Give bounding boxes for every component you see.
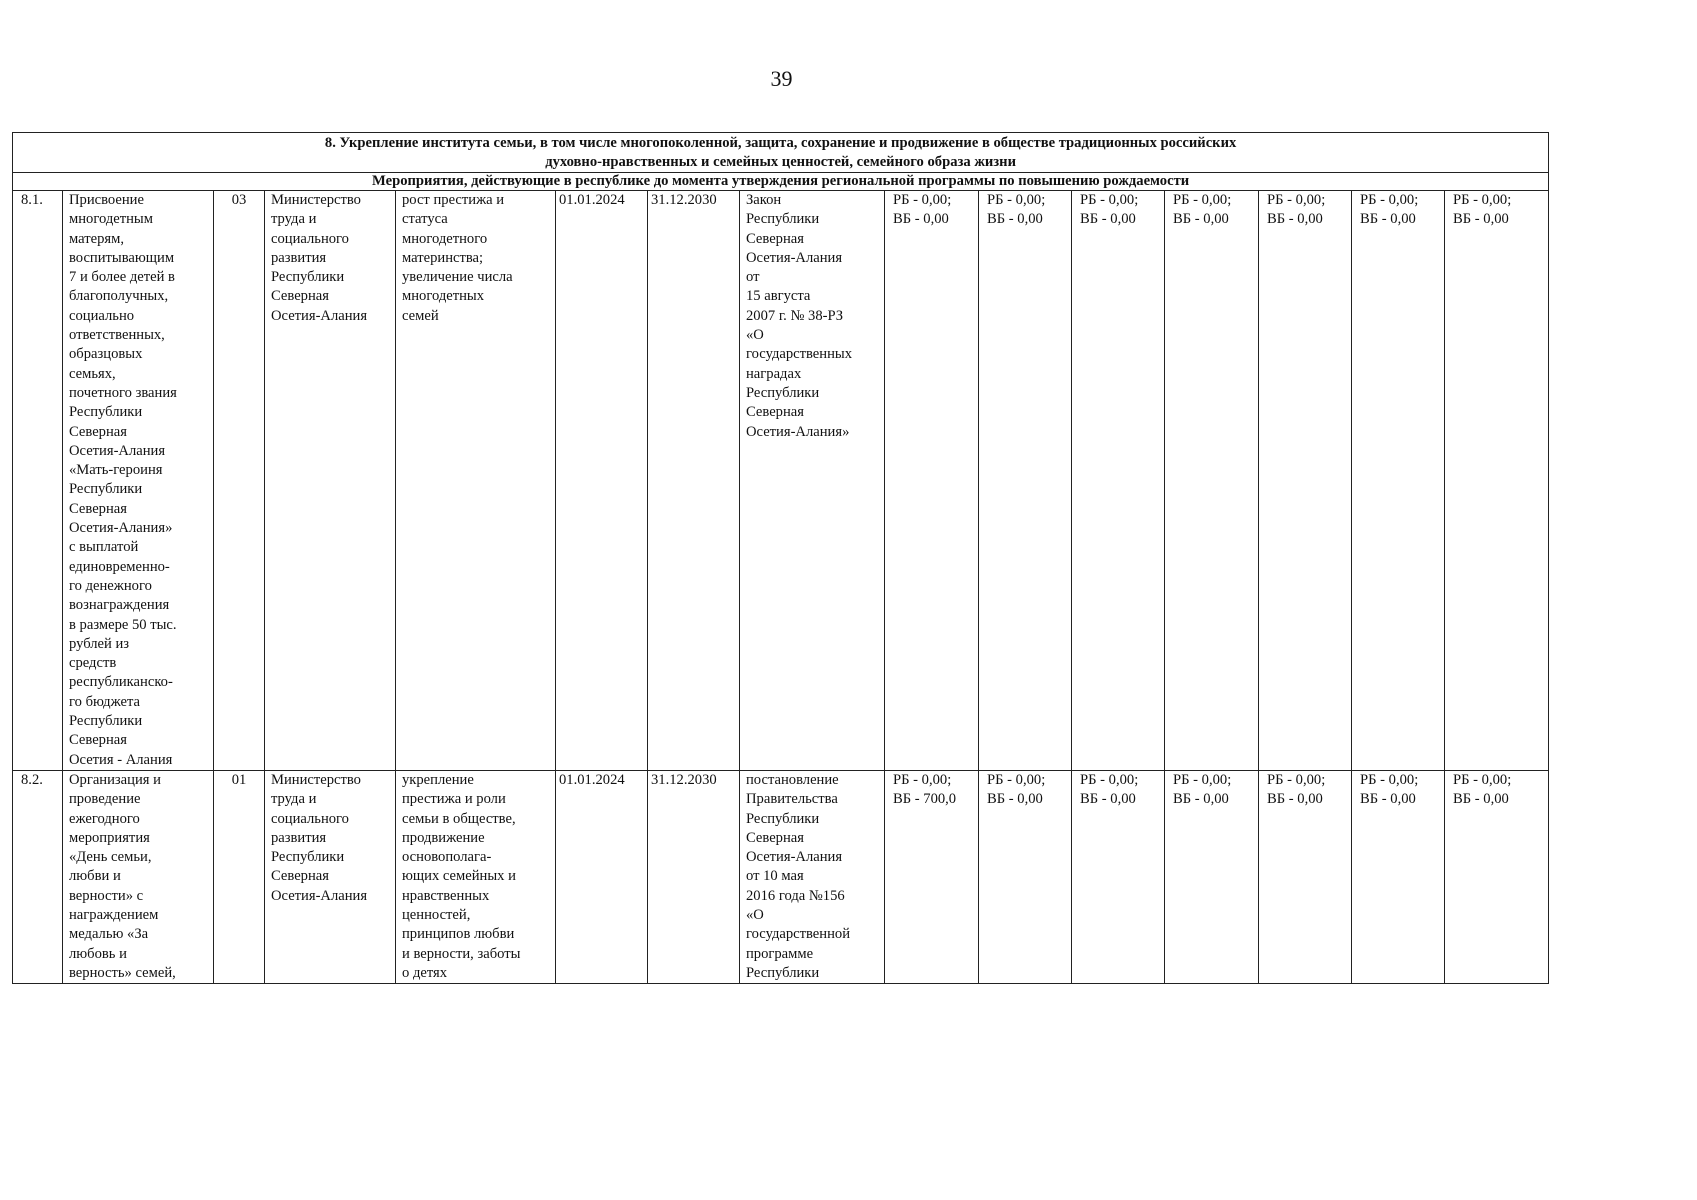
section-subheader: Мероприятия, действующие в республике до момента утверждения региональной программы по повышению рождаемости [13,173,1549,191]
event-code: 03 [214,191,265,771]
funding-cell: РБ - 0,00; ВБ - 0,00 [1352,191,1445,771]
event-code: 01 [214,771,265,984]
start-date: 01.01.2024 [556,191,648,771]
end-date: 31.12.2030 [648,191,740,771]
page-number: 39 [770,66,793,91]
executor: Министерство труда и социального развития Республики Северная Осетия-Алания [265,191,396,771]
expected-result: рост престижа и статуса многодетного материнства; увеличение числа многодетных семей [396,191,556,771]
funding-cell: РБ - 0,00; ВБ - 0,00 [1445,771,1549,984]
table-row [13,191,1549,771]
funding-cell: РБ - 0,00; ВБ - 0,00 [1165,771,1259,984]
funding-cell: РБ - 0,00; ВБ - 0,00 [1072,191,1165,771]
funding-cell: РБ - 0,00; ВБ - 0,00 [979,771,1072,984]
row-number: 8.1. [13,191,63,771]
legal-basis: Закон Республики Северная Осетия-Алания от 15 августа 2007 г. № 38-РЗ «О государственных наградах Республики Северная Осетия-Алания» [740,191,885,771]
table-row [13,771,1549,984]
section-title [13,133,1549,173]
section-title-line1: 8. Укрепление института семьи, в том числе многопоколенной, защита, сохранение и продвижение в обществе традиционных российских [324,135,1237,151]
funding-cell: РБ - 0,00; ВБ - 0,00 [1445,191,1549,771]
end-date: 31.12.2030 [648,771,740,984]
funding-cell: РБ - 0,00; ВБ - 0,00 [1072,771,1165,984]
subheader-row [13,173,1549,191]
measures-table [12,132,1549,984]
row-number: 8.2. [13,771,63,984]
funding-cell: РБ - 0,00; ВБ - 0,00 [1259,771,1352,984]
funding-cell: РБ - 0,00; ВБ - 0,00 [1259,191,1352,771]
legal-basis: постановление Правительства Республики Северная Осетия-Алания от 10 мая 2016 года №156 «О государственной программе Республики [740,771,885,984]
funding-cell: РБ - 0,00; ВБ - 0,00 [885,191,979,771]
funding-cell: РБ - 0,00; ВБ - 0,00 [979,191,1072,771]
start-date: 01.01.2024 [556,771,648,984]
event-name: Организация и проведение ежегодного мероприятия «День семьи, любви и верности» с награждением медалью «За любовь и верность» семей, [63,771,214,984]
executor: Министерство труда и социального развития Республики Северная Осетия-Алания [265,771,396,984]
funding-cell: РБ - 0,00; ВБ - 0,00 [1352,771,1445,984]
expected-result: укрепление престижа и роли семьи в обществе, продвижение основополага- ющих семейных и нравственных ценностей, принципов любви и верности, заботы о детях [396,771,556,984]
funding-cell: РБ - 0,00; ВБ - 700,0 [885,771,979,984]
event-name: Присвоение многодетным матерям, воспитывающим 7 и более детей в благополучных, социально ответственных, образцовых семьях, почетного звания Республики Северная Осетия-Алания «Мать-героиня Республики Северная Осетия-Алания» с выплатой единовременно- го денежного вознаграждения в размере 50 тыс. рублей из средств республиканско- го бюджета Республики Северная Осетия - Алания [63,191,214,771]
section-title-row [13,133,1549,173]
funding-cell: РБ - 0,00; ВБ - 0,00 [1165,191,1259,771]
section-title-line2: духовно-нравственных и семейных ценностей, семейного образа жизни [545,154,1016,170]
